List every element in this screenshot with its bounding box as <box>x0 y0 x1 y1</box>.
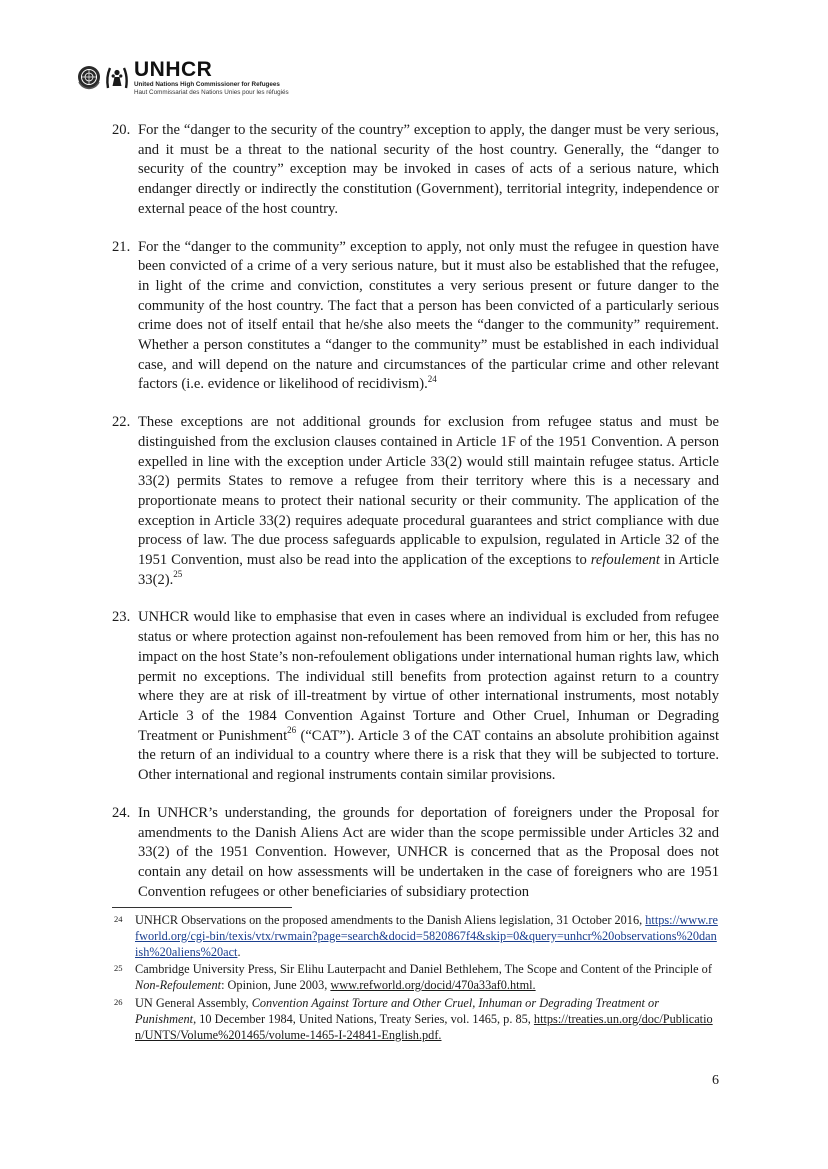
paragraph-text-end: (“CAT”). Article 3 of the CAT contains an absolute prohibition against the return of an individual to a country where there is a risk that they will be subjected to torture. Other international and regional instruments contain similar provisions. <box>138 727 719 784</box>
paragraph-number: 24. <box>112 804 131 821</box>
body-paragraphs <box>112 121 719 920</box>
footnote-separator <box>112 907 292 908</box>
footnote-text-2: : Opinion, June 2003, <box>221 978 328 993</box>
footnote-text: Cambridge University Press, Sir Elihu Lauterpacht and Daniel Bethlehem, The Scope and Content of the Principle of <box>135 962 712 977</box>
logo-group <box>76 64 130 90</box>
footnote-link[interactable]: https://www.refworld.org/cgi-bin/texis/vtx/rwmain?page=search&docid=5820867f4&skip=0&query=unhcr%20observations%20danish%20aliens%20act <box>135 913 718 959</box>
paragraph-24 <box>112 804 719 903</box>
paragraph-21 <box>112 238 719 396</box>
footnote-number: 26 <box>114 996 123 1007</box>
page-number: 6 <box>712 1073 719 1088</box>
unhcr-family-icon <box>104 64 130 90</box>
org-name: UNHCR <box>134 58 213 81</box>
paragraph-20 <box>112 121 719 220</box>
footnote-end: . <box>237 944 241 959</box>
footnotes <box>112 913 720 1045</box>
footnote-italic: Non-Refoulement <box>135 978 222 993</box>
footnote-text: UN General Assembly, <box>135 995 249 1010</box>
footnote-link[interactable]: https://treaties.un.org/doc/Publication/UNTS/Volume%201465/volume-1465-I-24841-English.pdf. <box>135 1011 713 1042</box>
org-text <box>134 60 289 97</box>
footnote-text-2: , 10 December 1984, United Nations, Treaty Series, vol. 1465, p. 85, <box>193 1011 531 1026</box>
paragraph-text-end: in Article 33(2). <box>138 552 719 588</box>
footnote-italic: Convention Against Torture and Other Cruel, Inhuman or Degrading Treatment or Punishment <box>135 995 659 1026</box>
footnote-number: 24 <box>114 914 123 924</box>
paragraph-text: For the “danger to the community” exception to apply, not only must the refugee in question have been convicted of a crime of a very serious nature, but it must also be established that the refugee, in light of the crime and conviction, constitutes a very serious present or future danger to the community of the host country. The fact that a person has been convicted of a particularly serious crime does not of itself entail that he/she also meets the “danger to the community” requirement. Whether a person constitutes a “danger to the community” must be established in each individual case, and will depend on the nature and circumstances of the particular crime and other relevant factors (i.e. evidence or likelihood of recidivism). <box>138 238 719 393</box>
footnote-ref-26[interactable]: 26 <box>287 724 297 735</box>
footnote-ref-24[interactable]: 24 <box>427 373 437 384</box>
paragraph-number: 20. <box>112 122 131 138</box>
paragraph-number: 22. <box>112 414 131 431</box>
footnote-25 <box>112 962 720 994</box>
footnote-ref-25[interactable]: 25 <box>173 568 183 579</box>
paragraph-text: In UNHCR’s understanding, the grounds for deportation of foreigners under the Proposal for amendments to the Danish Aliens Act are wider than the scope permissible under Articles 32 and 33(2) of the 1951 Convention. However, UNHCR is concerned that as the Proposal does not contain any detail on how assessments will be undertaken in the case of foreigners who are 1951 Convention refugees or other beneficiaries of subsidiary protection <box>138 804 719 900</box>
paragraph-22 <box>112 413 719 590</box>
italic-term: refoulement <box>590 552 660 569</box>
org-subtitle-fr: Haut Commissariat des Nations Unies pour les réfugiés <box>134 89 289 96</box>
paragraph-number: 21. <box>112 238 131 255</box>
paragraph-number: 23. <box>112 609 131 626</box>
footnote-24 <box>112 913 720 960</box>
paragraph-text: These exceptions are not additional grounds for exclusion from refugee status and must be distinguished from the exclusion clauses contained in Article 1F of the 1951 Convention. A person expelled in line with the exception under Article 33(2) would still maintain refugee status. Article 33(2) permits States to remove a refugee from their territory where this is a necessary and proportionate means to protect their national security or their community. The application of the exception in Article 33(2) requires adequate procedural guarantees and strict compliance with due process of law. The due process safeguards applicable to expulsion, regulated in Article 32 of the 1951 Convention, must also be read into the application of the exceptions to <box>138 414 719 569</box>
footnote-number: 25 <box>114 963 123 974</box>
un-emblem-icon <box>76 64 102 90</box>
letterhead <box>76 60 289 97</box>
paragraph-23 <box>112 608 719 785</box>
org-subtitle-en: United Nations High Commissioner for Refugees <box>134 81 280 88</box>
footnote-link[interactable]: www.refworld.org/docid/470a33af0.html. <box>330 978 536 993</box>
paragraph-text: UNHCR would like to emphasise that even in cases where an individual is excluded from refugee status or where protection against non-refoulement has been removed from him or her, this has no impact on the host State’s non-refoulement obligations under international human rights law, which permit no exceptions. The individual still benefits from protection against return to a country where they are at risk of ill-treatment by virtue of other international instruments, most notably Article 3 of the 1984 Convention Against Torture and Other Cruel, Inhuman or Degrading Treatment or Punishment <box>138 609 719 744</box>
footnote-26 <box>112 996 720 1043</box>
footnote-text: UNHCR Observations on the proposed amendments to the Danish Aliens legislation, 31 October 2016, <box>135 913 643 927</box>
paragraph-text: For the “danger to the security of the country” exception to apply, the danger must be very serious, and it must be a threat to the national security of the host country. Generally, the “danger to security of the country” exception may be invoked in cases of acts of a serious nature, which endanger directly or indirectly the constitution (Government), territorial integrity, independence or external peace of the host country. <box>138 122 719 217</box>
